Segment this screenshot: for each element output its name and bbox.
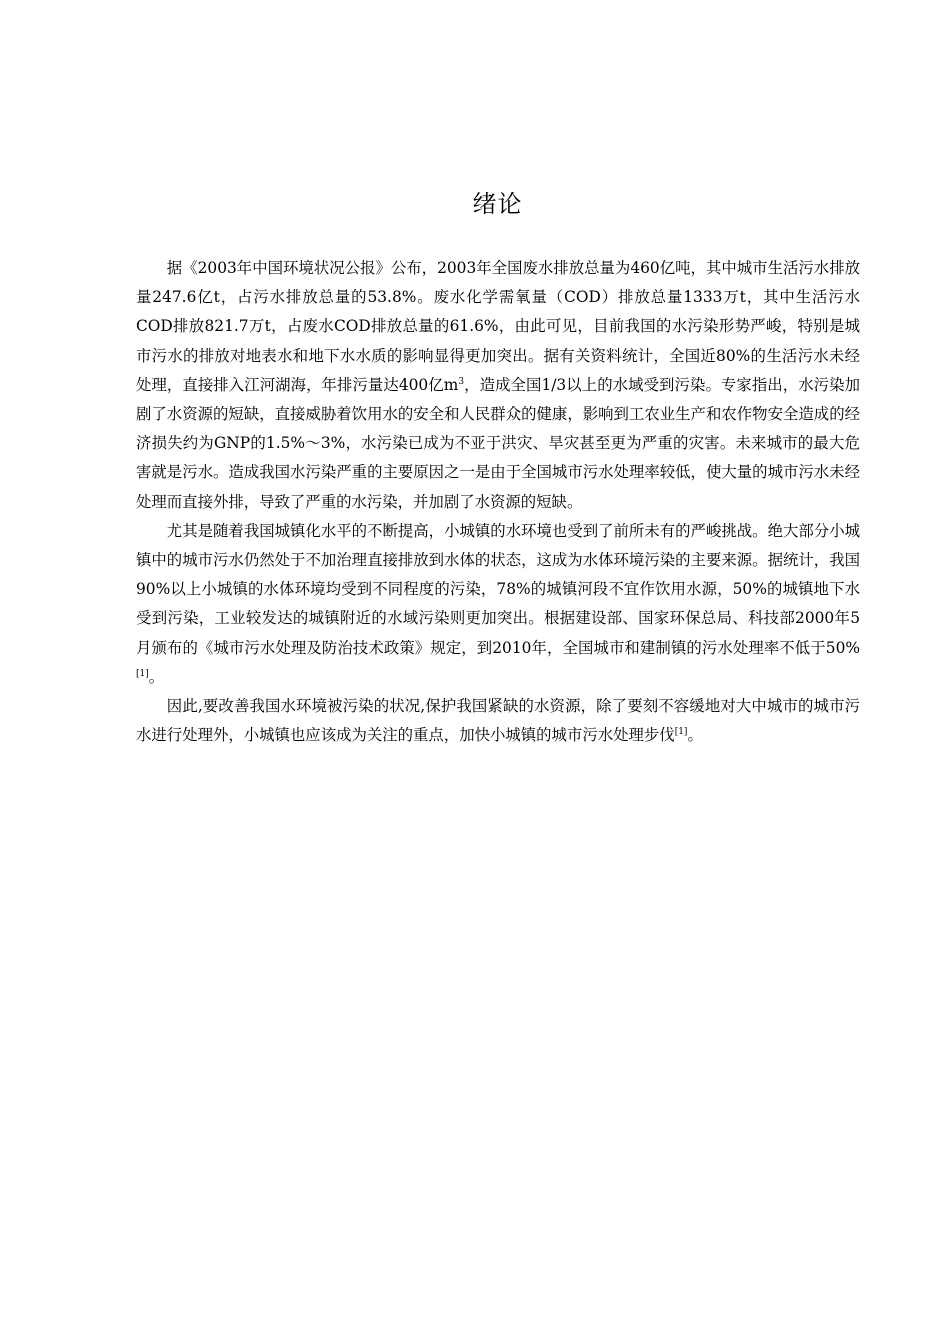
paragraph-text: 尤其是随着我国城镇化水平的不断提高，小城镇的水环境也受到了前所未有的严峻挑战。绝大部分小城镇中的城市污水仍然处于不加治理直接排放到水体的状态，这成为水体环境污染的主要来源。据统计，我国90%以上小城镇的水体环境均受到不同程度的污染，78%的城镇河段不宜作饮用水源，50%的城镇地下水受到污染，工业较发达的城镇附近的水域污染则更加突出。根据建设部、国家环保总局、科技部2000年5月颁布的《城市污水处理及防治技术政策》规定，到2010年，全国城市和建制镇的污水处理率不低于50% — [136, 521, 860, 657]
superscript: 3 — [458, 376, 465, 387]
body-text — [136, 254, 860, 750]
citation-ref: [1] — [136, 668, 149, 679]
paragraph-text: 据《2003年中国环境状况公报》公布，2003年全国废水排放总量为460亿吨，其中城市生活污水排放量247.6亿t，占污水排放总量的53.8%。废水化学需氧量（COD）排放总量1333万t，其中生活污水COD排放821.7万t，占废水COD排放总量的61.6%，由此可见，目前我国的水污染形势严峻，特别是城市污水的排放对地表水和地下水水质的影响显得更加突出。据有关资料统计，全国近80%的生活污水未经处理，直接排入江河湖海，年排污量达400亿m — [136, 259, 860, 394]
paragraph-tail: 。 — [687, 726, 703, 745]
paragraph-tail: 。 — [148, 667, 165, 686]
paragraph-1 — [136, 254, 860, 517]
paragraph-tail: ，造成全国1/3以上的水域受到污染。专家指出，水污染加剧了水资源的短缺，直接威胁着饮用水的安全和人民群众的健康，影响到工农业生产和农作物安全造成的经济损失约为GNP的1.5%～3%，水污染已成为不亚于洪灾、旱灾甚至更为严重的灾害。未来城市的最大危害就是污水。造成我国水污染严重的主要原因之一是由于全国城市污水处理率较低，使大量的城市污水未经处理而直接外排，导致了严重的水污染，并加剧了水资源的短缺。 — [136, 375, 860, 511]
paragraph-3 — [136, 692, 860, 750]
citation-ref: [1] — [674, 727, 688, 738]
paragraph-2 — [136, 517, 860, 692]
paragraph-text: 因此,要改善我国水环境被污染的状况,保护我国紧缺的水资源，除了要刻不容缓地对大中城市的城市污水进行处理外，小城镇也应该成为关注的重点，加快小城镇的城市污水处理步伐 — [136, 697, 860, 745]
section-title: 绪论 — [472, 190, 523, 218]
